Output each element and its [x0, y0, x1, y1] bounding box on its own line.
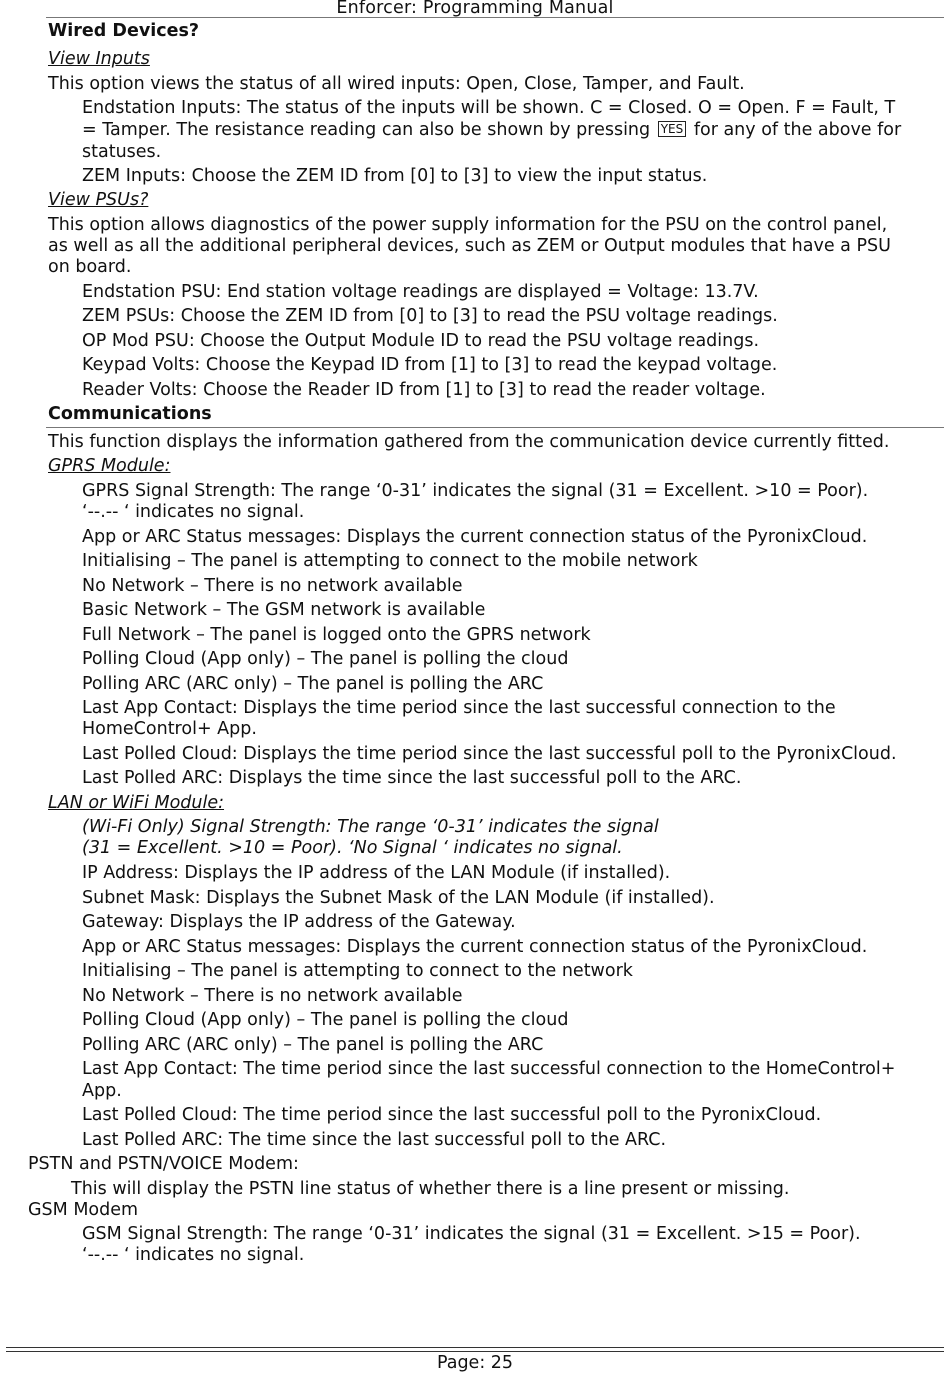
communications-heading: Communications: [48, 404, 212, 424]
header-rule: [46, 17, 944, 18]
endstation-inputs-line3: statuses.: [82, 142, 162, 162]
lan-item: Polling ARC (ARC only) – The panel is polling the ARC: [82, 1035, 544, 1055]
psu-item: Endstation PSU: End station voltage readings are displayed = Voltage: 13.7V.: [82, 282, 759, 302]
communications-intro: This function displays the information gathered from the communication device currently fitted.: [48, 432, 890, 452]
gprs-item: No Network – There is no network available: [82, 576, 463, 596]
lan-item: App or ARC Status messages: Displays the current connection status of the PyronixCloud.: [82, 937, 868, 957]
psu-item: ZEM PSUs: Choose the ZEM ID from [0] to [3] to read the PSU voltage readings.: [82, 306, 778, 326]
lan-item: Polling Cloud (App only) – The panel is polling the cloud: [82, 1010, 569, 1030]
gsm-title: GSM Modem: [28, 1200, 139, 1220]
gprs-last-app-line2: HomeControl+ App.: [82, 719, 257, 739]
endstation-inputs-line2: [82, 120, 901, 142]
gprs-last-arc: Last Polled ARC: Displays the time since the last successful poll to the ARC.: [82, 768, 742, 788]
endstation-inputs-text-b: for any of the above for: [693, 120, 902, 140]
communications-rule: [46, 427, 944, 428]
lan-item: IP Address: Displays the IP address of the LAN Module (if installed).: [82, 863, 671, 883]
view-psus-intro-3: on board.: [48, 257, 132, 277]
wifi-signal-line2: (31 = Excellent. >10 = Poor). ‘No Signal ‘ indicates no signal.: [82, 838, 623, 858]
gsm-signal-line2: ‘--.-- ‘ indicates no signal.: [82, 1245, 305, 1265]
document-header: Enforcer: Programming Manual: [336, 0, 614, 18]
gprs-item: Polling Cloud (App only) – The panel is polling the cloud: [82, 649, 569, 669]
gprs-last-cloud: Last Polled Cloud: Displays the time period since the last successful poll to the PyronixCloud.: [82, 744, 897, 764]
footer-rule-bottom: [6, 1351, 944, 1352]
lan-last-arc: Last Polled ARC: The time since the last successful poll to the ARC.: [82, 1130, 667, 1150]
wired-devices-heading: Wired Devices?: [48, 21, 200, 41]
lan-item: Gateway: Displays the IP address of the Gateway.: [82, 912, 516, 932]
endstation-inputs-text-a: = Tamper. The resistance reading can also be shown by pressing: [82, 120, 651, 140]
lan-wifi-module-title: LAN or WiFi Module:: [48, 793, 225, 813]
page-number: Page: 25: [436, 1353, 514, 1373]
footer-rule-top: [6, 1347, 944, 1348]
lan-last-app-line1: Last App Contact: The time period since the last successful connection to the HomeControl+: [82, 1059, 896, 1079]
endstation-inputs-line1: Endstation Inputs: The status of the inputs will be shown. C = Closed. O = Open. F = Fault, T: [82, 98, 896, 118]
lan-last-app-line2: App.: [82, 1081, 122, 1101]
psu-item: OP Mod PSU: Choose the Output Module ID to read the PSU voltage readings.: [82, 331, 760, 351]
pstn-title: PSTN and PSTN/VOICE Modem:: [28, 1154, 299, 1174]
view-inputs-title: View Inputs: [48, 49, 150, 69]
wifi-signal-line1: (Wi-Fi Only) Signal Strength: The range ‘0-31’ indicates the signal: [82, 817, 659, 837]
lan-item: Initialising – The panel is attempting to connect to the network: [82, 961, 633, 981]
gprs-item: Polling ARC (ARC only) – The panel is polling the ARC: [82, 674, 544, 694]
view-inputs-intro: This option views the status of all wired inputs: Open, Close, Tamper, and Fault.: [48, 74, 745, 94]
yes-key-icon: YES: [658, 121, 687, 137]
lan-item: Subnet Mask: Displays the Subnet Mask of the LAN Module (if installed).: [82, 888, 715, 908]
view-psus-title: View PSUs?: [48, 190, 149, 210]
gprs-item: App or ARC Status messages: Displays the current connection status of the PyronixCloud.: [82, 527, 868, 547]
gprs-module-title: GPRS Module:: [48, 456, 171, 476]
view-psus-intro-2: as well as all the additional peripheral devices, such as ZEM or Output modules that have a PSU: [48, 236, 891, 256]
gprs-last-app-line1: Last App Contact: Displays the time period since the last successful connection to the: [82, 698, 836, 718]
gsm-signal-line1: GSM Signal Strength: The range ‘0-31’ indicates the signal (31 = Excellent. >15 = Poor).: [82, 1224, 861, 1244]
lan-item: No Network – There is no network available: [82, 986, 463, 1006]
gprs-item: Full Network – The panel is logged onto the GPRS network: [82, 625, 591, 645]
psu-item: Keypad Volts: Choose the Keypad ID from [1] to [3] to read the keypad voltage.: [82, 355, 778, 375]
lan-last-cloud: Last Polled Cloud: The time period since the last successful poll to the PyronixCloud.: [82, 1105, 822, 1125]
zem-inputs: ZEM Inputs: Choose the ZEM ID from [0] to [3] to view the input status.: [82, 166, 708, 186]
gprs-signal-line2: ‘--.-- ‘ indicates no signal.: [82, 502, 305, 522]
gprs-item: Initialising – The panel is attempting to connect to the mobile network: [82, 551, 698, 571]
gprs-signal-line1: GPRS Signal Strength: The range ‘0-31’ indicates the signal (31 = Excellent. >10 = Poor).: [82, 481, 869, 501]
psu-item: Reader Volts: Choose the Reader ID from [1] to [3] to read the reader voltage.: [82, 380, 766, 400]
pstn-text: This will display the PSTN line status of whether there is a line present or missing.: [71, 1179, 790, 1199]
gprs-item: Basic Network – The GSM network is available: [82, 600, 486, 620]
view-psus-intro-1: This option allows diagnostics of the power supply information for the PSU on the control panel,: [48, 215, 888, 235]
